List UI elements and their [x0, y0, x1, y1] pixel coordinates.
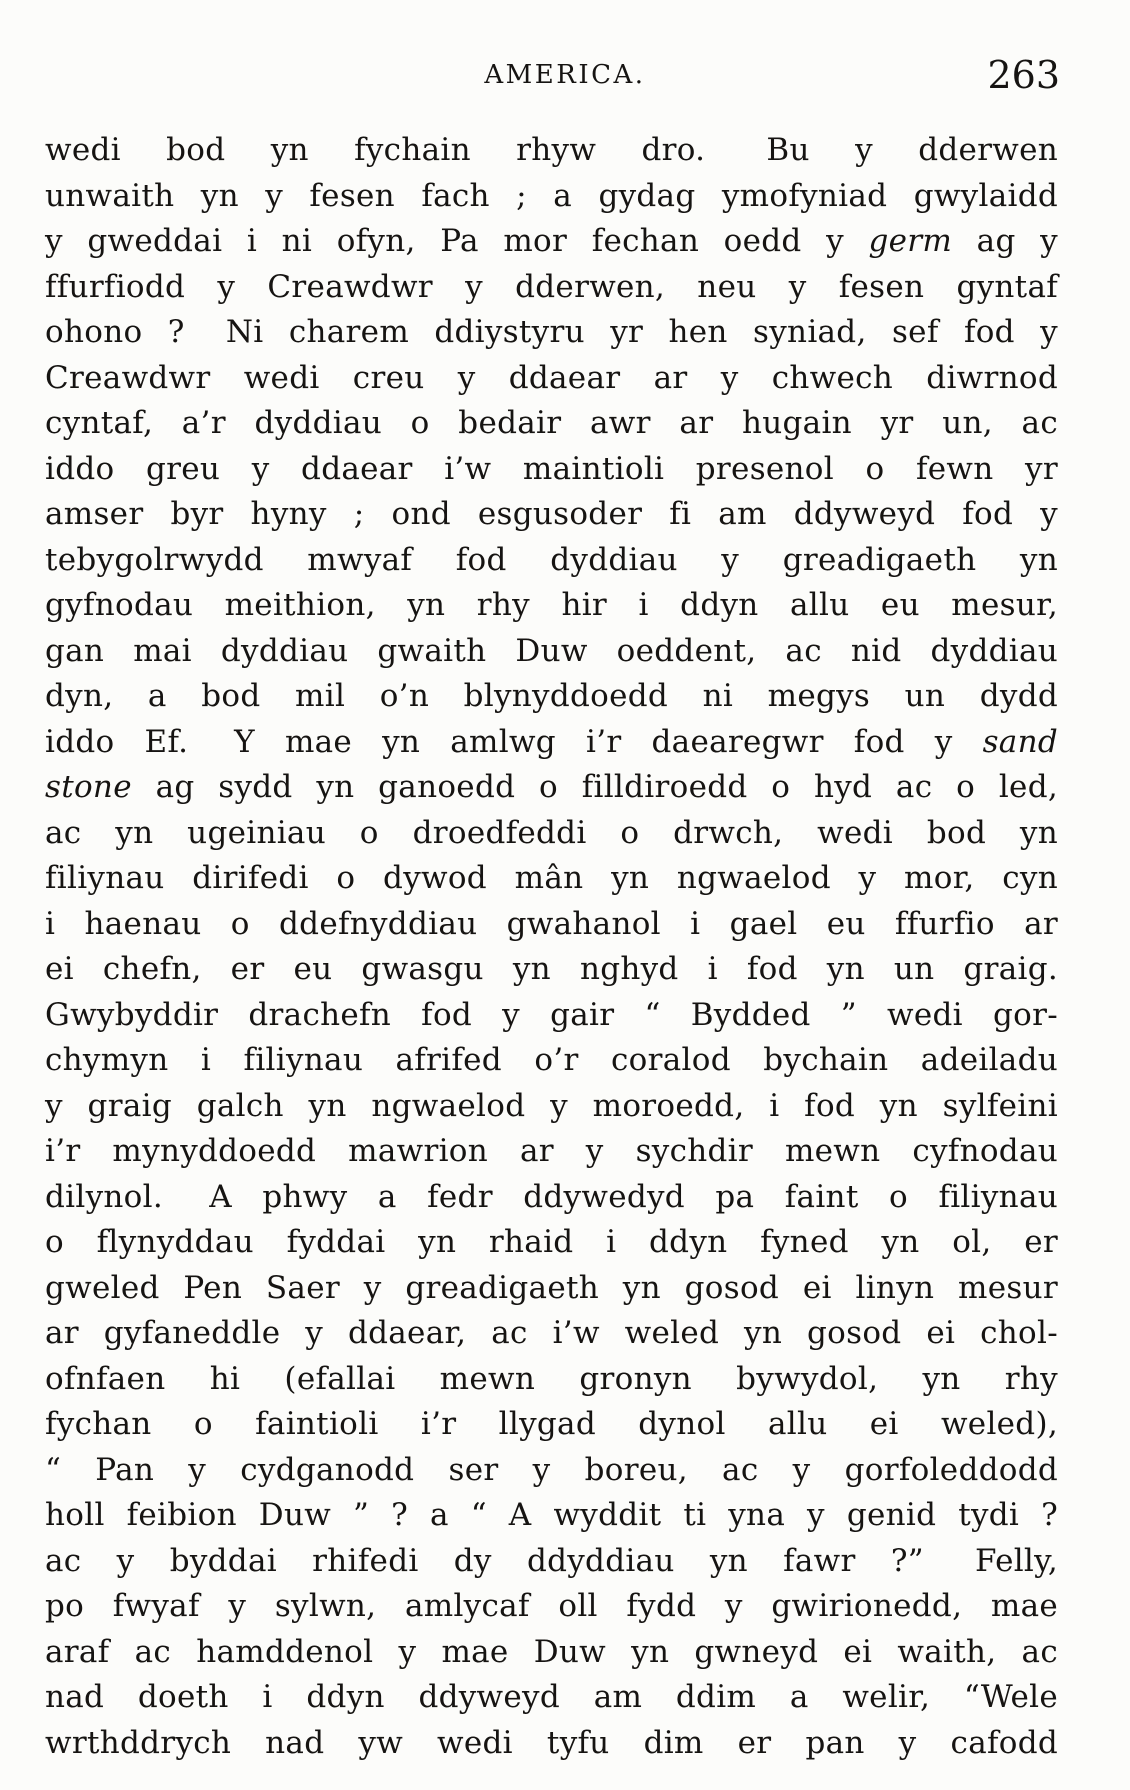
- text-segment: Creawdwr wedi creu y ddaear ar y chwech diwrnod: [45, 359, 1058, 396]
- text-line: [45, 447, 1058, 493]
- text-segment: ar gyfaneddle y ddaear, ac i’w weled yn gosod ei chol-: [45, 1315, 1058, 1351]
- text-line: [45, 1721, 1058, 1767]
- text-line: [45, 947, 1058, 993]
- text-line: [45, 1357, 1058, 1403]
- text-segment: iddo Ef. Y mae yn amlwg i’r daearegwr fod y: [45, 723, 983, 760]
- text-line: [45, 1084, 1058, 1130]
- text-segment: ag sydd yn ganoedd o filldiroedd o hyd ac o led,: [131, 769, 1058, 805]
- text-segment: ohono ? Ni charem ddiystyru yr hen syniad, sef fod y: [45, 314, 1058, 350]
- text-segment: cyntaf, a’r dyddiau o bedair awr ar hugain yr un, ac: [45, 405, 1058, 441]
- text-line: [45, 174, 1058, 220]
- text-segment: y gweddai i ni ofyn, Pa mor fechan oedd y: [45, 223, 869, 259]
- text-line: [45, 1311, 1058, 1357]
- text-line: [45, 492, 1058, 538]
- text-line: [45, 1220, 1058, 1266]
- text-line: [45, 674, 1058, 720]
- text-line: [45, 583, 1058, 629]
- text-segment: ag y: [952, 223, 1058, 259]
- text-segment: y graig galch yn ngwaelod y moroedd, i fod yn sylfeini: [45, 1087, 1058, 1124]
- running-title: AMERICA.: [484, 60, 646, 90]
- text-line: [45, 1175, 1058, 1221]
- text-line: [45, 1266, 1058, 1312]
- text-segment: ei chefn, er eu gwasgu yn nghyd i fod yn un graig.: [45, 951, 1058, 987]
- text-line: [45, 765, 1058, 811]
- text-line: [45, 629, 1058, 675]
- text-line: [45, 219, 1058, 265]
- text-segment: gan mai dyddiau gwaith Duw oeddent, ac nid dyddiau: [45, 632, 1058, 669]
- italic-text-segment: sand: [982, 723, 1058, 760]
- text-line: [45, 902, 1058, 948]
- text-segment: Gwybyddir drachefn fod y gair “ Bydded ” wedi gor-: [45, 996, 1058, 1033]
- italic-text-segment: stone: [45, 769, 132, 805]
- text-segment: dyn, a bod mil o’n blynyddoedd ni megys un dydd: [45, 678, 1058, 714]
- body-text: [45, 128, 1058, 1766]
- text-line: [45, 1129, 1058, 1175]
- text-segment: nad doeth i ddyn ddyweyd am ddim a welir, “Wele: [45, 1679, 1058, 1715]
- text-segment: holl feibion Duw ” ? a “ A wyddit ti yna y genid tydi ?: [45, 1497, 1058, 1533]
- text-line: [45, 401, 1058, 447]
- page-number: 263: [987, 53, 1060, 97]
- text-segment: i’r mynyddoedd mawrion ar y sychdir mewn cyfnodau: [45, 1133, 1058, 1169]
- text-segment: gweled Pen Saer y greadigaeth yn gosod ei linyn mesur: [45, 1269, 1058, 1306]
- text-segment: chymyn i filiynau afrifed o’r coralod bychain adeiladu: [45, 1042, 1058, 1078]
- text-line: [45, 128, 1058, 174]
- text-segment: filiynau dirifedi o dywod mân yn ngwaelod y mor, cyn: [45, 860, 1058, 896]
- text-segment: dilynol. A phwy a fedr ddywedyd pa faint o filiynau: [45, 1178, 1058, 1215]
- text-segment: fychan o faintioli i’r llygad dynol allu ei weled),: [45, 1406, 1058, 1442]
- text-line: [45, 1675, 1058, 1721]
- text-segment: ofnfaen hi (efallai mewn gronyn bywydol, yn rhy: [45, 1360, 1058, 1397]
- text-line: [45, 310, 1058, 356]
- text-line: [45, 1630, 1058, 1676]
- text-segment: ffurfiodd y Creawdwr y dderwen, neu y fesen gyntaf: [45, 268, 1058, 305]
- text-line: [45, 1539, 1058, 1585]
- text-segment: ac y byddai rhifedi dy ddyddiau yn fawr ?” Felly,: [45, 1542, 1058, 1579]
- text-line: [45, 356, 1058, 402]
- text-segment: gyfnodau meithion, yn rhy hir i ddyn allu eu mesur,: [45, 587, 1058, 623]
- text-line: [45, 1584, 1058, 1630]
- text-segment: amser byr hyny ; ond esgusoder fi am ddyweyd fod y: [45, 496, 1058, 532]
- text-segment: wedi bod yn fychain rhyw dro. Bu y dderwen: [45, 132, 1058, 168]
- text-segment: araf ac hamddenol y mae Duw yn gwneyd ei waith, ac: [45, 1633, 1058, 1670]
- text-segment: “ Pan y cydganodd ser y boreu, ac y gorfoleddodd: [45, 1451, 1058, 1488]
- text-segment: tebygolrwydd mwyaf fod dyddiau y greadigaeth yn: [45, 541, 1058, 578]
- text-line: [45, 538, 1058, 584]
- italic-text-segment: germ: [868, 223, 953, 259]
- text-line: [45, 856, 1058, 902]
- text-line: [45, 1493, 1058, 1539]
- text-line: [45, 1402, 1058, 1448]
- text-segment: iddo greu y ddaear i’w maintioli presenol o fewn yr: [45, 450, 1058, 487]
- text-segment: ac yn ugeiniau o droedfeddi o drwch, wedi bod yn: [45, 814, 1058, 851]
- text-line: [45, 720, 1058, 766]
- text-line: [45, 993, 1058, 1039]
- text-segment: wrthddrych nad yw wedi tyfu dim er pan y cafodd: [45, 1724, 1058, 1761]
- text-line: [45, 265, 1058, 311]
- text-line: [45, 1038, 1058, 1084]
- text-line: [45, 1448, 1058, 1494]
- text-line: [45, 811, 1058, 857]
- text-segment: po fwyaf y sylwn, amlycaf oll fydd y gwirionedd, mae: [45, 1588, 1058, 1624]
- text-segment: o flynyddau fyddai yn rhaid i ddyn fyned yn ol, er: [45, 1224, 1058, 1260]
- text-segment: unwaith yn y fesen fach ; a gydag ymofyniad gwylaidd: [45, 177, 1058, 214]
- text-segment: i haenau o ddefnyddiau gwahanol i gael eu ffurfio ar: [45, 905, 1058, 942]
